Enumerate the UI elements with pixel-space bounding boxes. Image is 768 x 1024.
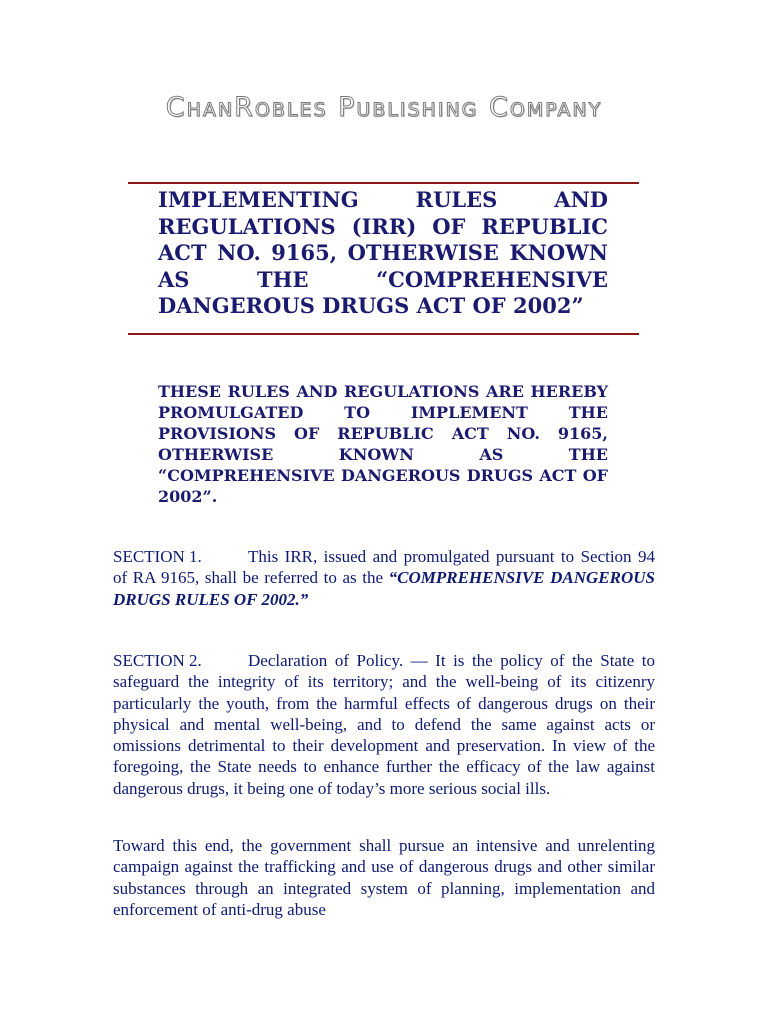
section-2-paragraph-2: Toward this end, the government shall pursue an intensive and unrelenting campaign against the trafficking and use of dangerous drugs and other similar substances through an integrated system of planning, implementation and enforcement of anti-drug abuse: [113, 836, 655, 919]
section-1-short-title: “COMPREHENSIVE DANGEROUS DRUGS RULES OF 2002.”: [113, 568, 655, 609]
section-2-label: SECTION 2.: [113, 651, 202, 670]
publisher-header: ChanRobles Publishing Company: [165, 92, 603, 123]
promulgation-statement: THESE RULES AND REGULATIONS ARE HEREBY PROMULGATED TO IMPLEMENT THE PROVISIONS OF REPUBLIC ACT NO. 9165, OTHERWISE KNOWN AS THE “COMPREHENSIVE DANGEROUS DRUGS ACT OF 2002”.: [158, 382, 608, 506]
document-title: IMPLEMENTING RULES AND REGULATIONS (IRR) OF REPUBLIC ACT NO. 9165, OTHERWISE KNOWN AS THE “COMPREHENSIVE DANGEROUS DRUGS ACT OF 2002”: [158, 187, 608, 319]
section-2: [113, 650, 655, 799]
title-top-rule: [128, 182, 639, 184]
section-2-text: Declaration of Policy. — It is the policy of the State to safeguard the integrity of its territory; and the well-being of its citizenry particularly the youth, from the harmful effects of dangerous drugs on their physical and mental well-being, and to defend the same against acts or omissions detrimental to their development and preservation. In view of the foregoing, the State needs to enhance further the efficacy of the law against dangerous drugs, it being one of today’s more serious social ills.: [113, 651, 655, 798]
section-1: [113, 546, 655, 610]
section-1-text: This IRR, issued and promulgated pursuant to Section 94 of RA 9165, shall be referred to as the: [113, 547, 655, 588]
section-1-label: SECTION 1.: [113, 547, 202, 566]
title-bottom-rule: [128, 333, 639, 335]
